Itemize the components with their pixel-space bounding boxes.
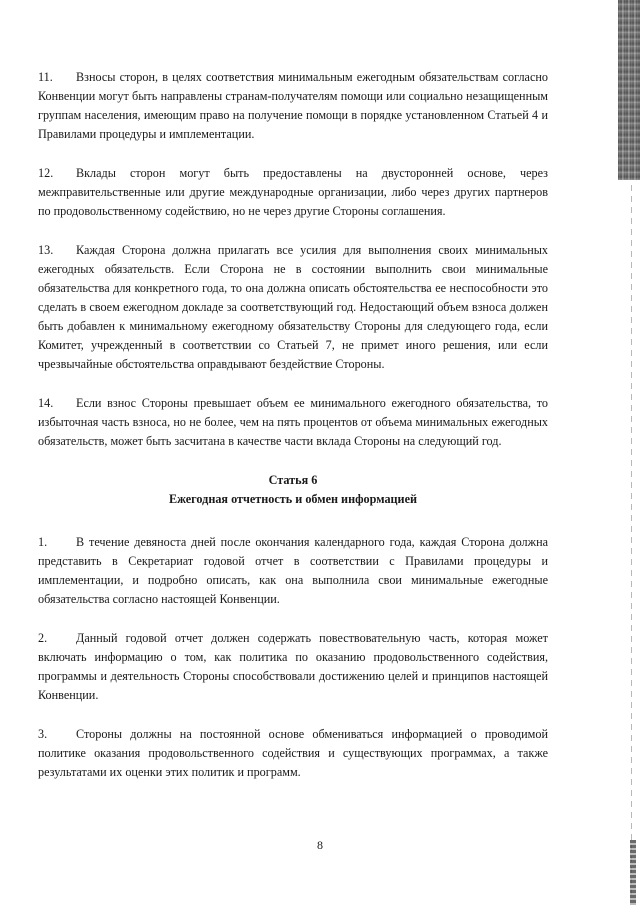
paragraph-number: 1.: [38, 535, 48, 549]
paragraph-12: [38, 164, 548, 221]
paragraph-text: Стороны должны на постоянной основе обмениваться информацией о проводимой политике оказания продовольственного содействия и существующих программах, а также результатами их оценки этих политик и программ.: [38, 727, 548, 779]
paragraph-number: 12.: [38, 166, 54, 180]
paragraph-text: Данный годовой отчет должен содержать повествовательную часть, которая может включать информацию о том, как политика по оказанию продовольственного содействия, программы и деятельность Стороны способствовали достижению целей и принципов настоящей Конвенции.: [38, 631, 548, 702]
paragraph-number: 13.: [38, 243, 54, 257]
article-subtitle: Ежегодная отчетность и обмен информацией: [168, 492, 418, 506]
paragraph-number: 14.: [38, 396, 54, 410]
paragraph-1: [38, 533, 548, 609]
paragraph-13: [38, 241, 548, 374]
paragraph-14: [38, 394, 548, 451]
paragraph-3: [38, 725, 548, 782]
paragraph-number: 3.: [38, 727, 48, 741]
paragraph-text: Если взнос Стороны превышает объем ее минимального ежегодного обязательства, то избыточная часть взноса, но не более, чем на пять процентов от объема минимальных ежегодных обязательств, может быть засчитана в качестве части вклада Стороны на следующий год.: [38, 396, 548, 448]
scan-edge-top: [618, 0, 640, 180]
paragraph-number: 11.: [38, 70, 53, 84]
article-heading: [38, 471, 548, 509]
paragraph-text: В течение девяноста дней после окончания календарного года, каждая Сторона должна представить в Секретариат годовой отчет в соответствии с Правилами процедуры и имплементации, и подробно описать, как она выполнила свои минимальные ежегодные обязательства согласно настоящей Конвенции.: [38, 535, 548, 606]
scan-edge-artifact: [618, 0, 640, 905]
scan-edge-line: [631, 185, 632, 900]
paragraph-text: Вклады сторон могут быть предоставлены на двусторонней основе, через межправительственные или другие международные организации, либо через других партнеров по продовольственному содействию, но не через другие Стороны соглашения.: [38, 166, 548, 218]
paragraph-11: [38, 68, 548, 144]
paragraph-text: Взносы сторон, в целях соответствия минимальным ежегодным обязательствам согласно Конвенции могут быть направлены странам-получателям помощи или социально незащищенным группам населения, имеющим право на получение помощи в порядке установленном Статьей 4 и Правилами процедуры и имплементации.: [38, 70, 548, 141]
paragraph-2: [38, 629, 548, 705]
page-number: 8: [317, 838, 323, 852]
article-title: Статья 6: [268, 473, 318, 487]
paragraph-text: Каждая Сторона должна прилагать все усилия для выполнения своих минимальных ежегодных обязательств. Если Сторона не в состоянии выполнить свои минимальные обязательства для конкретного года, то она должна описать обстоятельства ее неспособности это сделать в своем ежегодном докладе за соответствующий год. Недостающий объем взноса должен быть добавлен к минимальному ежегодному обязательству Стороны для следующего года, если Комитет, учрежденный в соответствии со Статьей 7, не примет иного решения, или если чрезвычайные обстоятельства оправдывают бездействие Стороны.: [38, 243, 548, 371]
document-body: [38, 68, 548, 802]
paragraph-number: 2.: [38, 631, 48, 645]
